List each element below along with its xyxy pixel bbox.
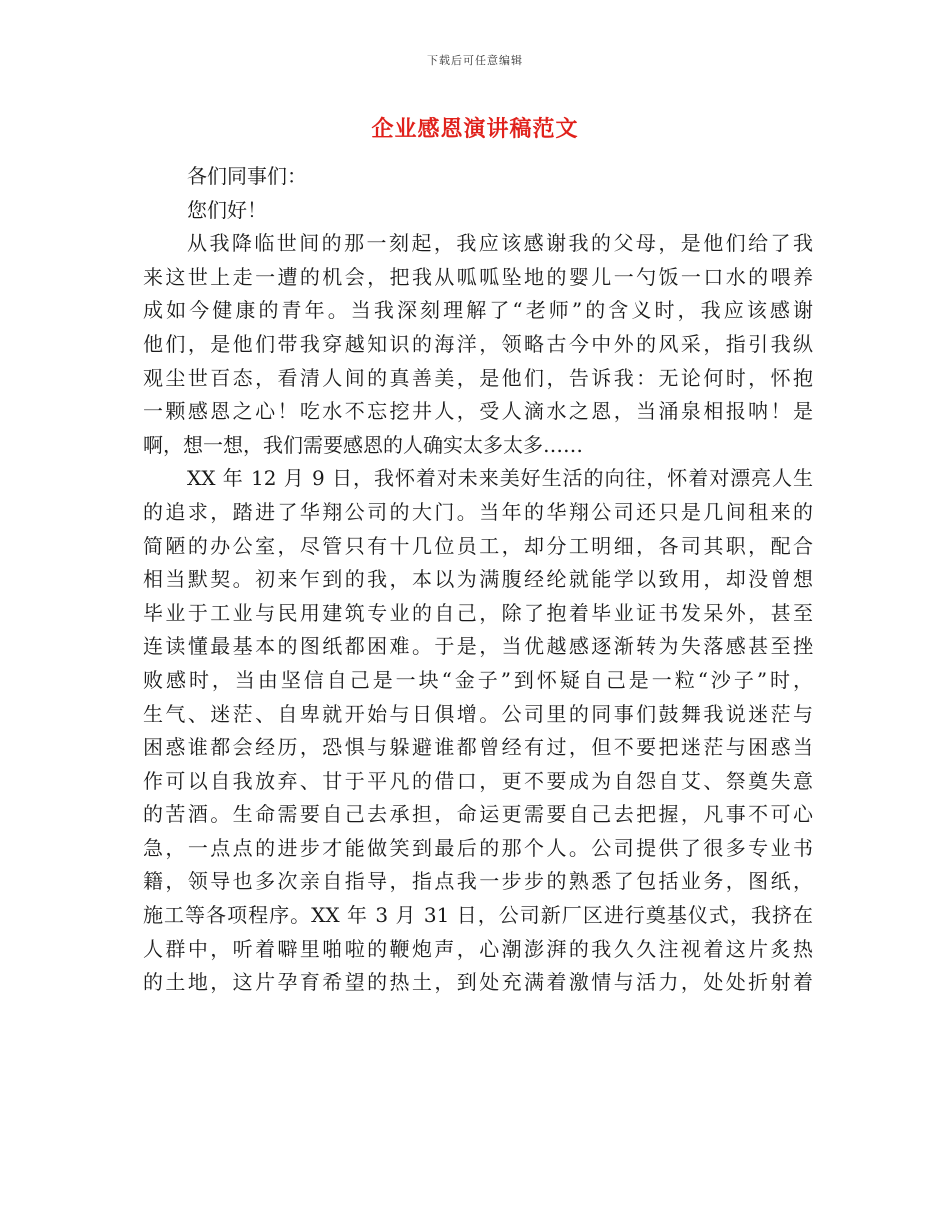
paragraph-line: 一颗感恩之心！吃水不忘挖井人，受人滴水之恩，当涌泉相报呐！是 [143, 399, 813, 424]
paragraph-line: 的土地，这片孕育希望的热土，到处充满着激情与活力，处处折射着 [143, 970, 813, 995]
paragraph-line: 相当默契。初来乍到的我，本以为满腹经纶就能学以致用，却没曾想 [143, 567, 813, 592]
paragraph-line: 人群中，听着噼里啪啦的鞭炮声，心潮澎湃的我久久注视着这片炙热 [143, 936, 813, 961]
document-body [143, 160, 813, 1000]
paragraph-line: 急，一点点的进步才能做笑到最后的那个人。公司提供了很多专业书 [143, 835, 813, 860]
paragraph-line: 从我降临世间的那一刻起，我应该感谢我的父母，是他们给了我 [187, 231, 813, 256]
paragraph-line: 作可以自我放弃、甘于平凡的借口，更不要成为自怨自艾、祭奠失意 [143, 768, 813, 793]
paragraph-2 [143, 462, 813, 1000]
greeting-line: 各们同事们： [187, 164, 307, 188]
paragraph-line: 困惑谁都会经历，恐惧与躲避谁都曾经有过，但不要把迷茫与困惑当 [143, 735, 813, 760]
paragraph-line: 他们，是他们带我穿越知识的海洋，领略古今中外的风采，指引我纵 [143, 331, 813, 356]
paragraph-line: 籍，领导也多次亲自指导，指点我一步步的熟悉了包括业务，图纸， [143, 869, 813, 894]
paragraph-line: 生气、迷茫、自卑就开始与日俱增。公司里的同事们鼓舞我说迷茫与 [143, 701, 813, 726]
paragraph-line: 的苦酒。生命需要自己去承担，命运更需要自己去把握，凡事不可心 [143, 802, 813, 827]
paragraph-line: 连读懂最基本的图纸都困难。于是，当优越感逐渐转为失落感甚至挫 [143, 634, 813, 659]
document-title: 企业感恩演讲稿范文 [371, 116, 579, 142]
paragraph-line: 的追求，踏进了华翔公司的大门。当年的华翔公司还只是几间租来的 [143, 499, 813, 524]
paragraph-line: 毕业于工业与民用建筑专业的自己，除了抱着毕业证书发呆外，甚至 [143, 600, 813, 625]
paragraph-line: 施工等各项程序。XX 年 3 月 31 日，公司新厂区进行奠基仪式，我挤在 [143, 903, 813, 928]
paragraph-line: 败感时，当由坚信自己是一块“金子”到怀疑自己是一粒“沙子”时， [143, 667, 813, 692]
paragraph-line: 观尘世百态，看清人间的真善美，是他们，告诉我：无论何时，怀抱 [143, 365, 813, 390]
paragraph-line: 简陋的办公室，尽管只有十几位员工，却分工明细，各司其职，配合 [143, 533, 813, 558]
hello-line: 您们好！ [187, 197, 267, 222]
paragraph-line: 成如今健康的青年。当我深刻理解了“老师”的含义时，我应该感谢 [143, 298, 813, 323]
paragraph-line: XX 年 12 月 9 日，我怀着对未来美好生活的向往，怀着对漂亮人生 [187, 466, 813, 491]
paragraph-1 [143, 227, 813, 462]
paragraph-line: 来这世上走一遭的机会，把我从呱呱坠地的婴儿一勺饭一口水的喂养 [143, 264, 813, 289]
header-note: 下载后可任意编辑 [427, 54, 523, 67]
paragraph-line: 啊，想一想，我们需要感恩的人确实太多太多…… [143, 432, 583, 457]
